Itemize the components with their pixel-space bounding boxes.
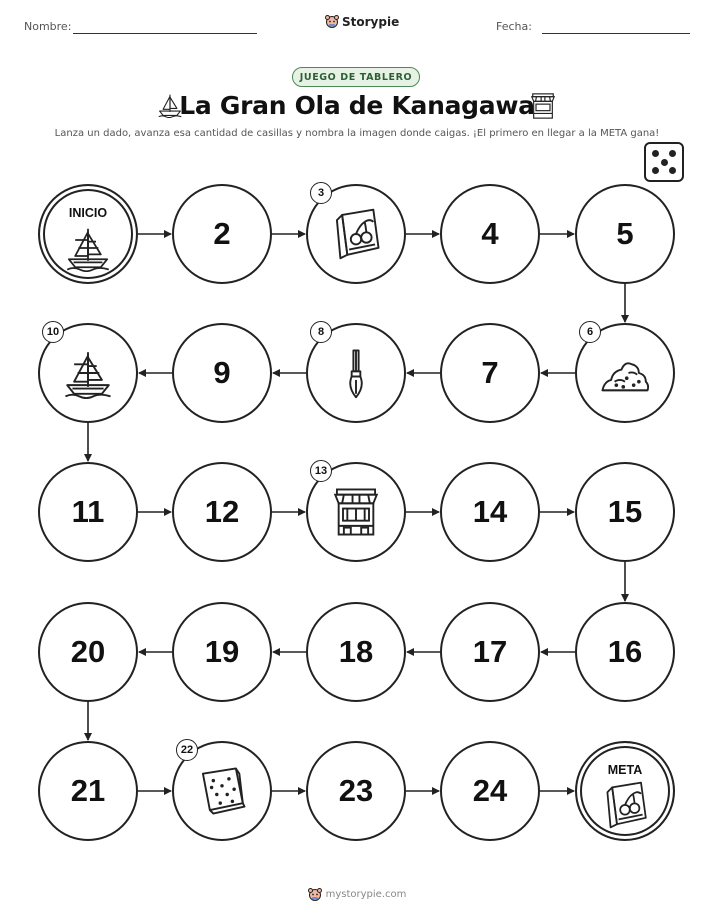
- space-number: 2: [213, 216, 231, 251]
- space-number: 15: [607, 494, 643, 529]
- space-number: 4: [481, 216, 499, 251]
- board-space: [172, 602, 272, 702]
- space-number: 7: [481, 355, 499, 390]
- cherry-box-icon: [330, 208, 382, 265]
- space-number: 5: [616, 216, 634, 251]
- sand-pile-icon: [599, 347, 651, 404]
- space-number: 23: [338, 773, 374, 808]
- space-number: 21: [70, 773, 106, 808]
- space-number: 11: [71, 494, 105, 529]
- space-number-badge: 10: [42, 321, 64, 343]
- board-space: [575, 184, 675, 284]
- page-title: La Gran Ola de Kanagawa: [179, 91, 535, 120]
- board-space: [172, 462, 272, 562]
- paintbrush-icon: [330, 347, 382, 404]
- space-number: 18: [338, 634, 374, 669]
- board-space: [172, 184, 272, 284]
- board-space: [440, 602, 540, 702]
- instructions: Lanza un dado, avanza esa cantidad de casillas y nombra la imagen donde caigas. ¡El primero en llegar a la META gana!: [54, 128, 660, 139]
- space-number-badge: 3: [310, 182, 332, 204]
- boat-icon: [62, 347, 114, 404]
- board-space: [38, 602, 138, 702]
- board-space: [440, 184, 540, 284]
- space-number: 20: [70, 634, 106, 669]
- space-number: 9: [213, 355, 231, 390]
- date-label: Fecha:: [496, 20, 532, 33]
- space-number-badge: 6: [579, 321, 601, 343]
- space-number: 24: [472, 773, 508, 808]
- footer: [0, 887, 714, 902]
- space-number-badge: 13: [310, 460, 332, 482]
- game-type-badge: JUEGO DE TABLERO: [292, 67, 420, 87]
- board-space: [38, 462, 138, 562]
- footer-url[interactable]: mystorypie.com: [325, 889, 407, 900]
- space-label: META: [607, 763, 643, 777]
- space-number: 17: [472, 634, 508, 669]
- board-space: [306, 741, 406, 841]
- finish-space: [575, 741, 675, 841]
- space-number: 19: [204, 634, 240, 669]
- name-label: Nombre:: [24, 20, 72, 33]
- shop-stall-icon: [330, 486, 382, 543]
- cherry-box-icon: [601, 781, 649, 834]
- board-space: [575, 602, 675, 702]
- start-space: [38, 184, 138, 284]
- space-number-badge: 22: [176, 739, 198, 761]
- board-space: [440, 323, 540, 423]
- space-number: 16: [607, 634, 643, 669]
- board-space: [306, 602, 406, 702]
- board-space: [440, 741, 540, 841]
- board-space: [172, 323, 272, 423]
- brand-name: Storypie: [342, 14, 400, 29]
- board-space: [575, 462, 675, 562]
- space-number: 12: [204, 494, 240, 529]
- paper-sheet-icon: [196, 765, 248, 822]
- board-space: [440, 462, 540, 562]
- board-space: [38, 741, 138, 841]
- boat-icon: [64, 224, 112, 277]
- space-number-badge: 8: [310, 321, 332, 343]
- space-number: 14: [472, 494, 508, 529]
- space-label: INICIO: [68, 206, 108, 220]
- storypie-mascot-icon: [308, 887, 322, 902]
